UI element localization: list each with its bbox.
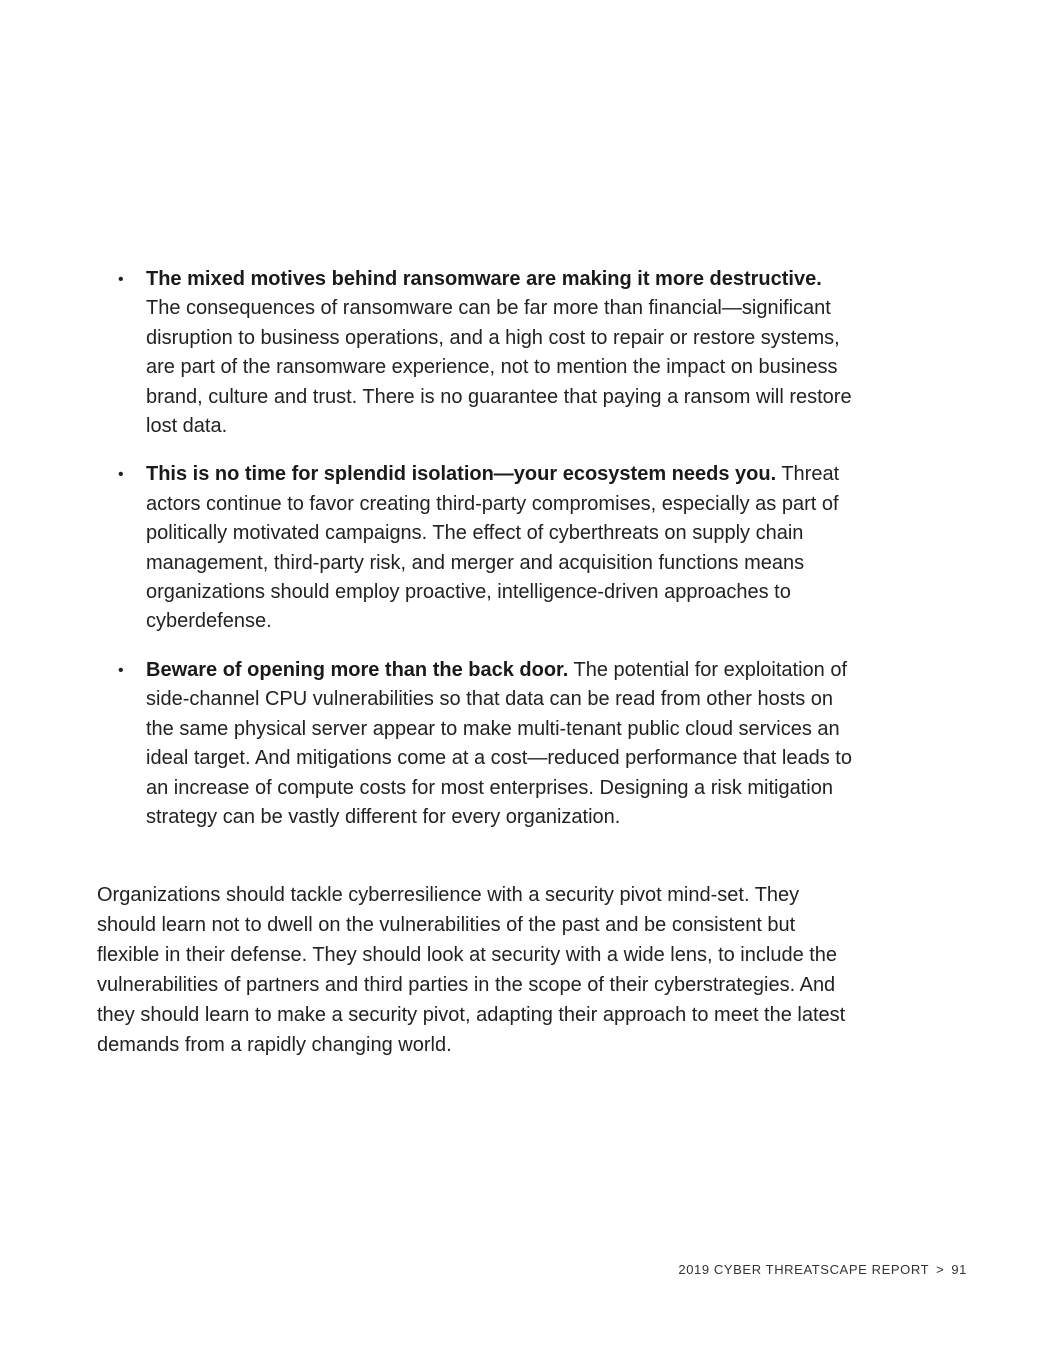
bullet-lead: The mixed motives behind ransomware are making it more destructive. <box>146 268 822 290</box>
bullet-body: The potential for exploitation of side-channel CPU vulnerabilities so that data can be read from other hosts on the same physical server appear to make multi-tenant public cloud services an ideal target. And mitigations come at a cost—reduced performance that leads to an increase of compute costs for most enterprises. Designing a risk mitigation strategy can be vastly different for every organization. <box>146 658 852 828</box>
footer-separator: > <box>936 1262 945 1277</box>
page-number: 91 <box>951 1262 967 1277</box>
bullet-lead: Beware of opening more than the back door. <box>146 658 569 681</box>
bullet-marker: • <box>118 661 124 679</box>
bullet-body: The consequences of ransomware can be far more than financial—significant disruption to business operations, and a high cost to repair or restore systems, are part of the ransomware experience, not to mention the impact on business brand, culture and trust. There is no guarantee that paying a ransom will restore lost data. <box>146 297 852 438</box>
bullet-marker: • <box>118 271 124 288</box>
bullet-marker: • <box>118 466 124 484</box>
list-item <box>118 656 858 832</box>
key-takeaways-list <box>118 265 858 851</box>
list-item <box>118 460 858 636</box>
page-footer <box>678 1262 967 1277</box>
bullet-lead: This is no time for splendid isolation—your ecosystem needs you. <box>146 463 777 486</box>
bullet-body: Threat actors continue to favor creating third-party compromises, especially as part of politically motivated campaigns. The effect of cyberthreats on supply chain management, third-party risk, and merger and acquisition functions means organizations should employ proactive, intelligence-driven approaches to cyberdefense. <box>146 463 840 633</box>
footer-report-title: 2019 CYBER THREATSCAPE REPORT <box>678 1262 930 1277</box>
list-item <box>118 265 858 441</box>
closing-paragraph: Organizations should tackle cyberresilience with a security pivot mind-set. They should learn not to dwell on the vulnerabilities of the past and be consistent but flexible in their defense. They should look at security with a wide lens, to include the vulnerabilities of partners and third parties in the scope of their cyberstrategies. And they should learn to make a security pivot, adapting their approach to meet the latest demands from a rapidly changing world. <box>97 884 846 1056</box>
